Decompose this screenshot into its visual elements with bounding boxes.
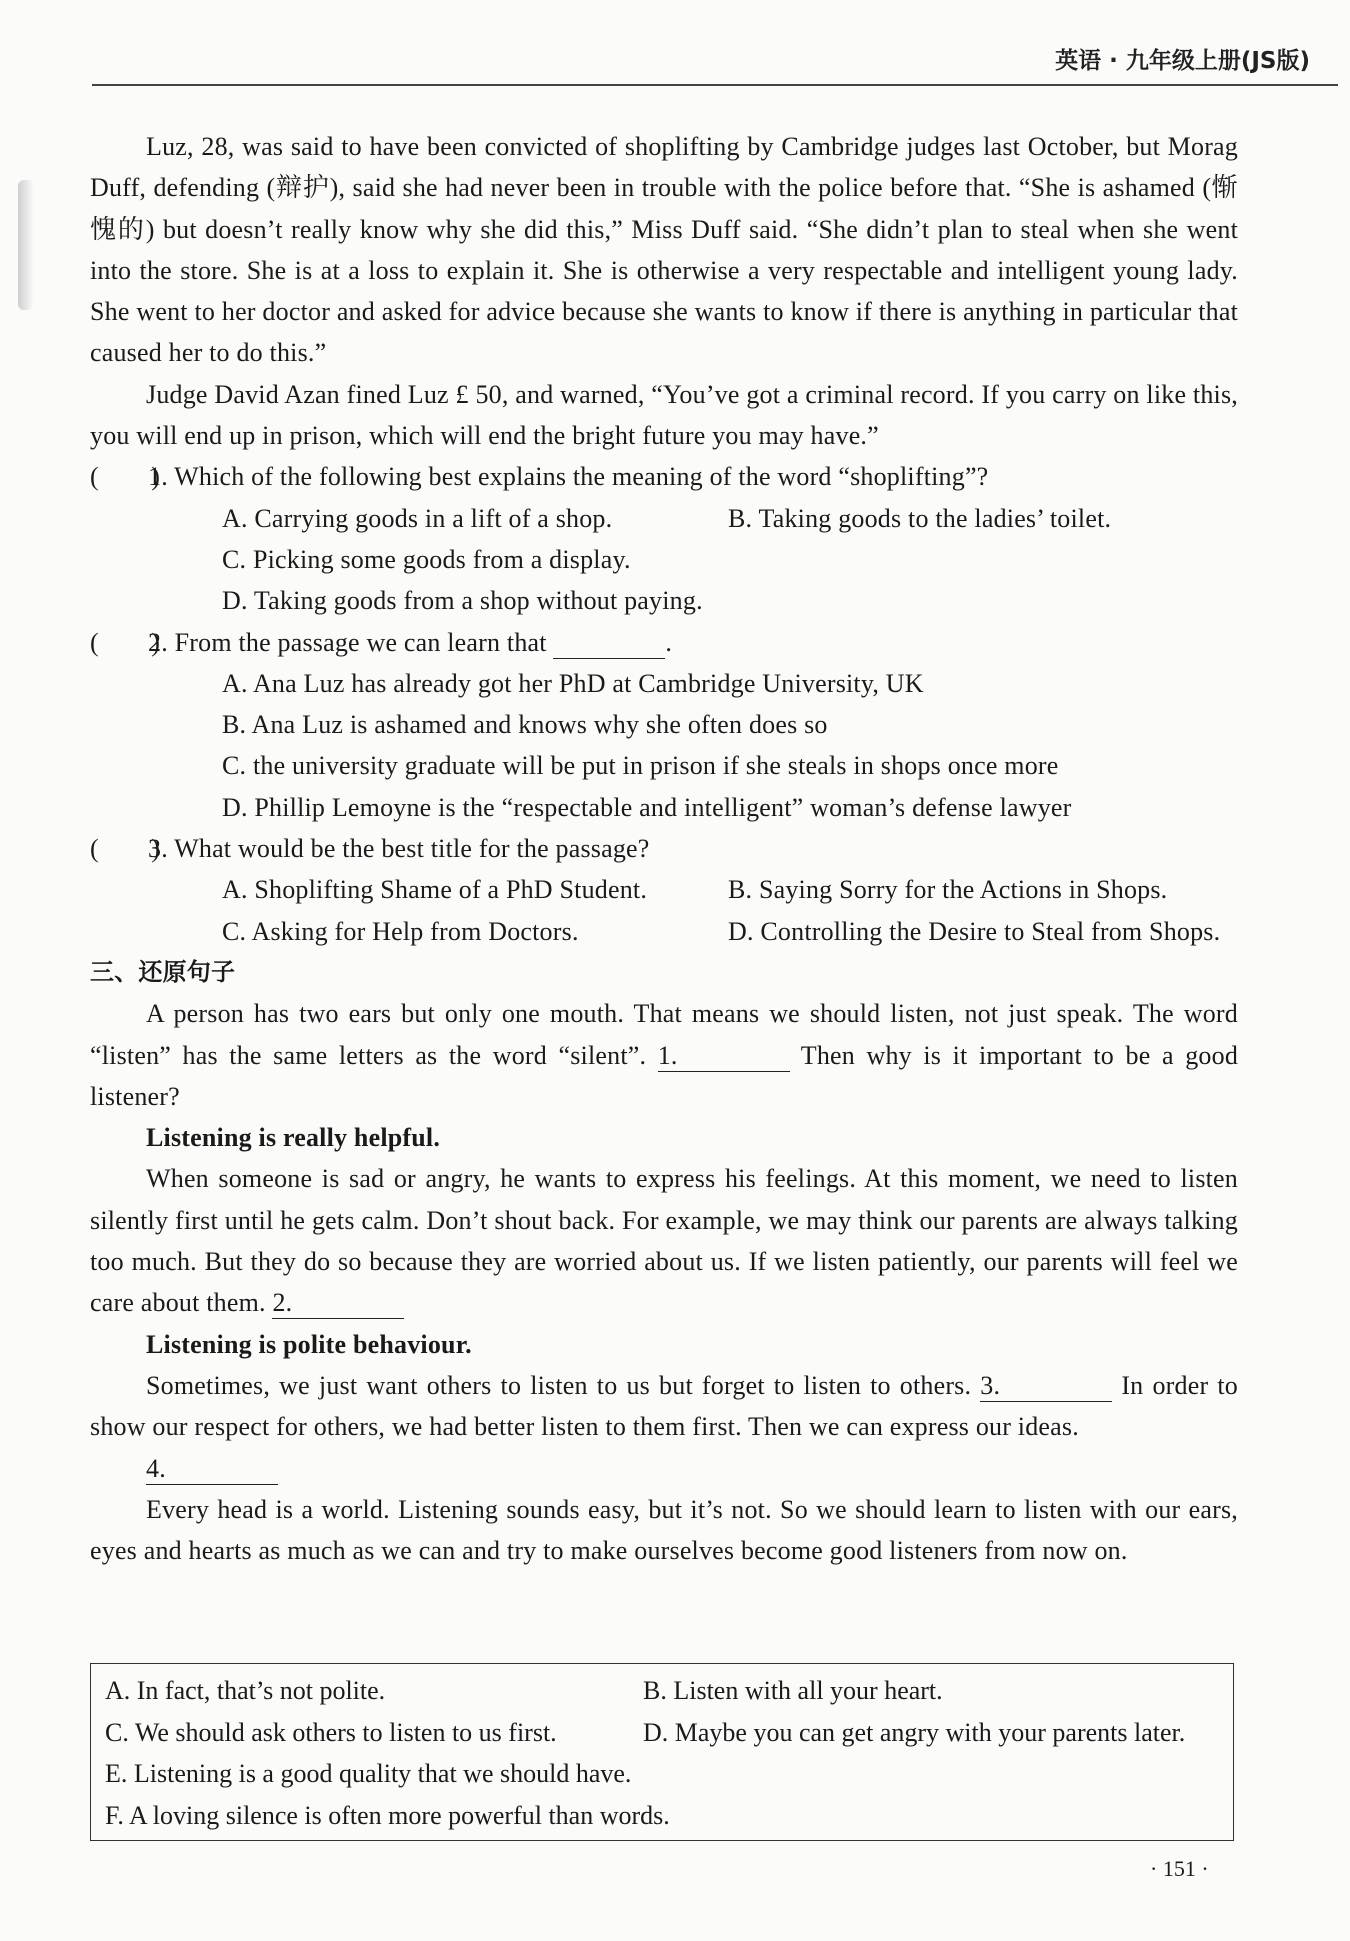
fill-blank-2[interactable]: 2. <box>272 1288 404 1319</box>
option-c: C. Picking some goods from a display. <box>222 544 631 574</box>
option-d: D. Taking goods from a shop without paying. <box>222 586 703 616</box>
option-c: C. Asking for Help from Doctors. <box>222 916 579 946</box>
subheading-2: Listening is polite behaviour. <box>146 1329 472 1359</box>
stem-text: 2. From the passage we can learn that <box>148 627 547 657</box>
option-row <box>90 869 1238 910</box>
question-stem: 3. What would be the best title for the passage? <box>148 834 650 864</box>
question-stem <box>148 622 1238 663</box>
reading-paragraph-1: Luz, 28, was said to have been convicted of shoplifting by Cambridge judges last October, but Morag Duff, defending (辩护), said she had never been in trouble with the police before that. “She is ashamed (惭愧的) but doesn’t really know why she did this,” Miss Duff said. “She didn’t plan to steal when she went into the store. She is at a loss to explain it. She is otherwise a very respectable and intelligent young lady. She went to her doctor and asked for advice because she wants to know if there is anything in particular that caused her to do this.” <box>90 132 1238 368</box>
heading-blank-row <box>90 1448 1238 1489</box>
paragraph-text: When someone is sad or angry, he wants to express his feelings. At this moment, we need to listen silently first until he gets calm. Don’t shout back. For example, we may think our parents are always talking too much. But they do so because they are worried about us. If we listen patiently, our parents will feel we care about them. <box>90 1164 1238 1318</box>
subheading-1: Listening is really helpful. <box>146 1123 441 1153</box>
options-box <box>90 1663 1234 1841</box>
box-option-f: F. A loving silence is often more powerful than words. <box>105 1800 670 1830</box>
box-option-a: A. In fact, that’s not polite. <box>105 1676 386 1705</box>
option-a: A. Carrying goods in a lift of a shop. <box>222 503 613 533</box>
box-row <box>105 1712 1233 1754</box>
question-2 <box>90 622 1238 663</box>
paragraph-text: In order to show our respect for others, we had better listen to them first. Then we can express our ideas. <box>90 1370 1238 1442</box>
option-row <box>90 498 1238 539</box>
question-3 <box>90 828 1238 869</box>
question-1 <box>90 456 1238 497</box>
header-rule <box>92 84 1338 86</box>
page-number: · 151 · <box>1150 1856 1209 1881</box>
box-option-b: B. Listen with all your heart. <box>643 1676 943 1705</box>
box-option-e: E. Listening is a good quality that we should have. <box>105 1759 632 1788</box>
option-d: D. Phillip Lemoyne is the “respectable and intelligent” woman’s defense lawyer <box>222 792 1072 822</box>
section3-paragraph-3 <box>90 1365 1238 1448</box>
binding-shadow <box>18 180 34 310</box>
page-header: 英语 · 九年级上册(JS版) <box>1055 48 1310 74</box>
option-d: D. Controlling the Desire to Steal from Shops. <box>728 916 1221 946</box>
option-b: B. Ana Luz is ashamed and knows why she often does so <box>222 710 828 740</box>
paragraph-text: A person has two ears but only one mouth. That means we should listen, not just speak. The word “listen” has the same letters as the word “silent”. <box>90 999 1238 1070</box>
fill-blank-3[interactable]: 3. <box>980 1371 1112 1402</box>
option-a: A. Shoplifting Shame of a PhD Student. <box>222 875 648 905</box>
fill-blank-1[interactable]: 1. <box>658 1041 790 1072</box>
paragraph-text: Then why is it important to be a good listener? <box>90 1040 1239 1111</box>
answer-bracket[interactable]: ( ) <box>90 834 161 864</box>
box-option-d: D. Maybe you can get angry with your parents later. <box>643 1717 1186 1747</box>
option-row <box>90 911 1238 952</box>
question-stem: 1. Which of the following best explains the meaning of the word “shoplifting”? <box>148 462 989 492</box>
fill-blank-4[interactable]: 4. <box>146 1454 278 1485</box>
main-content <box>90 126 1238 1571</box>
stem-end: . <box>665 627 673 657</box>
section3-paragraph-4: Every head is a world. Listening sounds easy, but it’s not. So we should learn to listen with our ears, eyes and hearts as much as we can and try to make ourselves become good listeners from now on. <box>90 1494 1238 1566</box>
option-c: C. the university graduate will be put in prison if she steals in shops once more <box>222 751 1059 781</box>
option-a: A. Ana Luz has already got her PhD at Cambridge University, UK <box>222 668 924 698</box>
paragraph-text: Sometimes, we just want others to listen to us but forget to listen to others. <box>146 1370 972 1400</box>
box-option-c: C. We should ask others to listen to us first. <box>105 1717 557 1747</box>
answer-bracket[interactable]: ( ) <box>90 627 161 657</box>
answer-bracket[interactable]: ( ) <box>90 462 161 492</box>
option-b: B. Saying Sorry for the Actions in Shops. <box>728 875 1168 905</box>
reading-paragraph-2: Judge David Azan fined Luz £ 50, and warned, “You’ve got a criminal record. If you carry on like this, you will end up in prison, which will end the bright future you may have.” <box>90 379 1238 451</box>
box-row <box>105 1670 1233 1712</box>
section3-paragraph-2 <box>90 1158 1238 1323</box>
option-b: B. Taking goods to the ladies’ toilet. <box>728 503 1112 533</box>
section-title: 三、还原句子 <box>90 957 236 986</box>
fill-blank[interactable] <box>553 628 665 659</box>
section3-paragraph-1 <box>90 993 1238 1117</box>
